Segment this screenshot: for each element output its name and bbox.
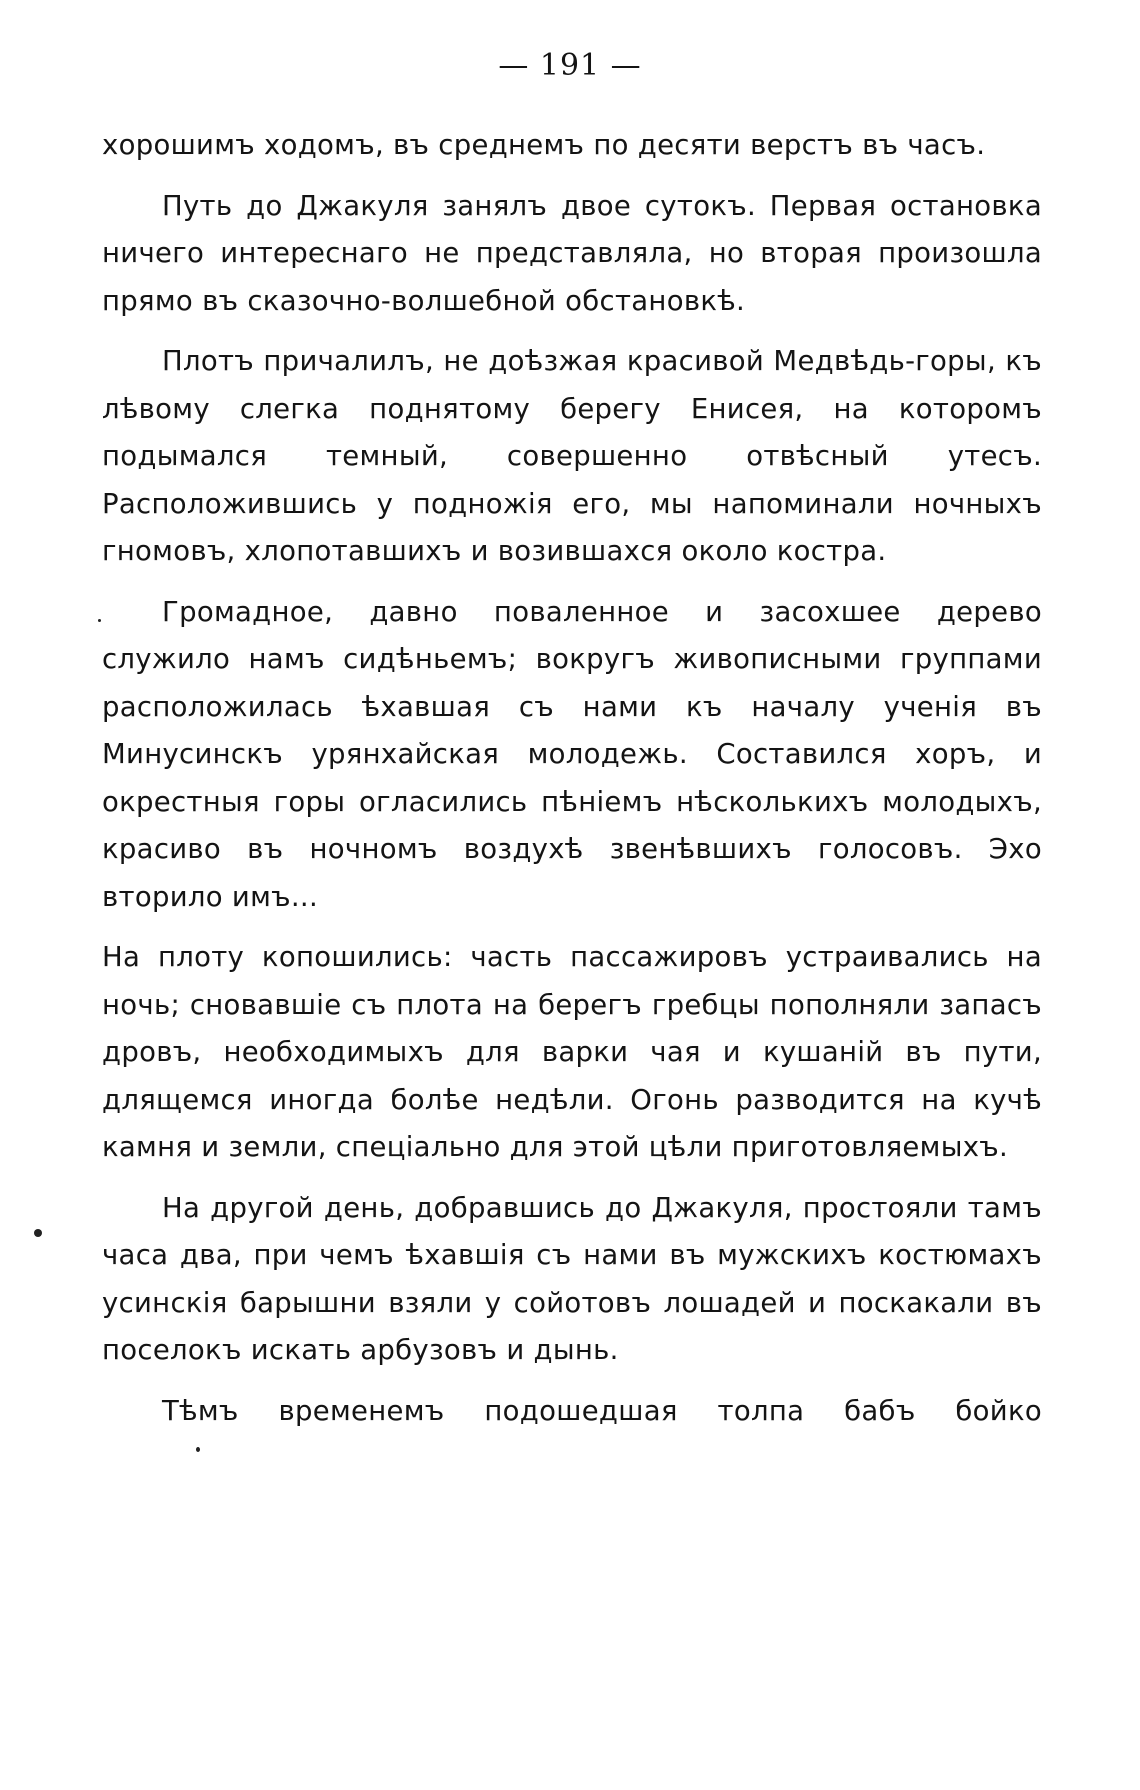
- paragraph-dzhakul-stop: На другой день, добравшись до Джакуля, простояли тамъ часа два, при чемъ ѣхавшія съ нами въ мужскихъ костюмахъ усинскія барышни взяли у сойотовъ лошадей и поскакали въ поселокъ искать арбузовъ и дынь.: [102, 1191, 1042, 1366]
- paragraph-journey: Путь до Джакуля занялъ двое сутокъ. Первая остановка ничего интереснаго не представляла, но вторая произошла прямо въ сказочно-волшебной обстановкѣ.: [102, 189, 1042, 317]
- body-text: [102, 122, 1042, 1448]
- page-number: — 191 —: [498, 48, 642, 83]
- paragraph-raft-mooring: Плотъ причалилъ, не доѣзжая красивой Медвѣдь-горы, къ лѣвому слегка поднятому берегу Енисея, на которомъ подымался темный, совершенно отвѣсный утесъ. Расположившись у подножія его, мы напоминали ночныхъ гномовъ, хлопотавшихъ и возившахся около костра.: [102, 345, 1042, 567]
- print-speck: [34, 1229, 42, 1237]
- paragraph-continuation: хорошимъ ходомъ, въ среднемъ по десяти верстъ въ часъ.: [102, 129, 986, 161]
- paragraph-campfire-choir: Громадное, давно поваленное и засохшее дерево служило намъ сидѣньемъ; вокругъ живописными группами расположилась ѣхавшая съ нами къ началу ученія въ Минусинскъ урянхайская молодежь. Составился хоръ, и окрестныя горы огласились пѣніемъ нѣсколькихъ молодыхъ, красиво въ ночномъ воздухѣ звенѣвшихъ голосовъ. Эхо вторило имъ...: [102, 595, 1042, 913]
- print-speck: [196, 1447, 200, 1452]
- print-speck: [98, 619, 101, 622]
- paragraph-raft-activity: На плоту копошились: часть пассажировъ устраивались на ночь; сновавшіе съ плота на берегъ гребцы пополняли запасъ дровъ, необходимыхъ для варки чая и кушаній въ пути, длящемся иногда болѣе недѣли. Огонь разводится на кучѣ камня и земли, спеціально для этой цѣли приготовляемыхъ.: [102, 941, 1042, 1163]
- paragraph-closing-fragment: Тѣмъ временемъ подошедшая толпа бабъ бойко: [162, 1394, 1042, 1427]
